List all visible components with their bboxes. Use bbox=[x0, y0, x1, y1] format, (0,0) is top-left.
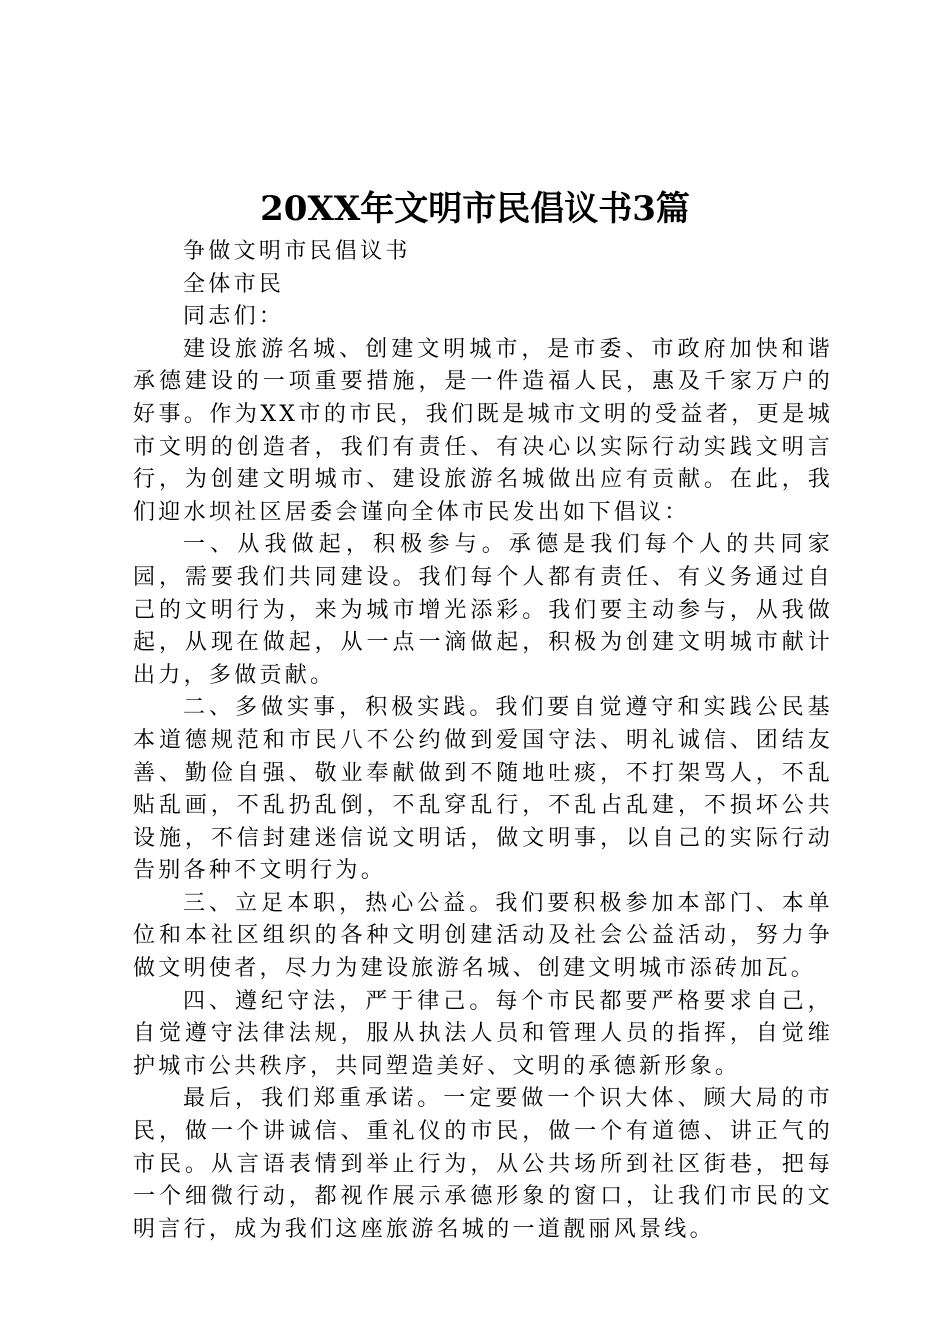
document-title: 20XX年文明市民倡议书3篇 bbox=[260, 189, 690, 229]
addressee-line: 全体市民 bbox=[183, 271, 285, 297]
proposal-paragraph-3: 三、立足本职，热心公益。我们要积极参加本部门、本单位和本社区组织的各种文明创建活动及社会公益活动，努力争做文明使者，尽力为建设旅游名城、创建文明城市添砖加瓦。 bbox=[133, 890, 833, 982]
salutation-line: 同志们： bbox=[183, 304, 285, 330]
subtitle-line: 争做文明市民倡议书 bbox=[183, 239, 411, 264]
closing-paragraph: 最后，我们郑重承诺。一定要做一个识大体、顾大局的市民，做一个讲诚信、重礼仪的市民，做一个有道德、讲正气的市民。从言语表情到举止行为，从公共场所到社区街巷，把每一个细微行动，都视作展示承德形象的窗口，让我们市民的文明言行，成为我们这座旅游名城的一道靓丽风景线。 bbox=[133, 1086, 833, 1242]
document-body bbox=[133, 236, 833, 1246]
proposal-paragraph-2: 二、多做实事，积极实践。我们要自觉遵守和实践公民基本道德规范和市民八不公约做到爱国守法、明礼诚信、团结友善、勤俭自强、敬业奉献做到不随地吐痰，不打架骂人，不乱贴乱画，不乱扔乱倒，不乱穿乱行，不乱占乱建，不损坏公共设施，不信封建迷信说文明话，做文明事，以自己的实际行动告别各种不文明行为。 bbox=[133, 695, 833, 884]
intro-paragraph: 建设旅游名城、创建文明城市，是市委、市政府加快和谐承德建设的一项重要措施，是一件造福人民，惠及千家万户的好事。作为XX市的市民，我们既是城市文明的受益者，更是城市文明的创造者，我们有责任、有决心以实际行动实践文明言行，为创建文明城市、建设旅游名城做出应有贡献。在此，我们迎水坝社区居委会谨向全体市民发出如下倡议： bbox=[133, 336, 833, 525]
proposal-paragraph-4: 四、遵纪守法，严于律己。每个市民都要严格要求自己，自觉遵守法律法规，服从执法人员和管理人员的指挥，自觉维护城市公共秩序，共同塑造美好、文明的承德新形象。 bbox=[133, 988, 833, 1079]
proposal-paragraph-1: 一、从我做起，积极参与。承德是我们每个人的共同家园，需要我们共同建设。我们每个人都有责任、有义务通过自己的文明行为，来为城市增光添彩。我们要主动参与，从我做起，从现在做起，从一点一滴做起，积极为创建文明城市献计出力，多做贡献。 bbox=[133, 532, 833, 688]
